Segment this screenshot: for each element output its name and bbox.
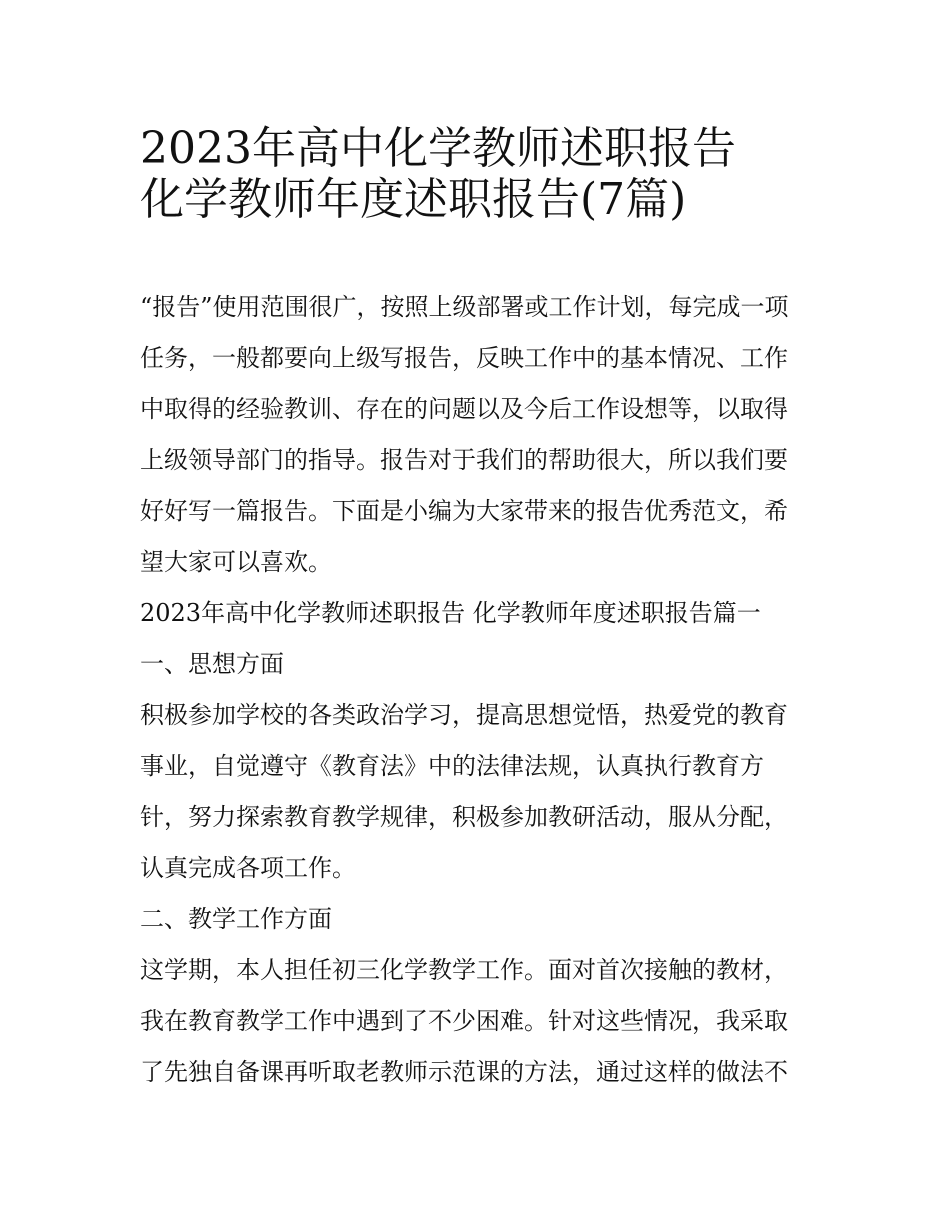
paragraph-line: 了先独自备课再听取老教师示范课的方法，通过这样的做法不 bbox=[140, 1058, 788, 1086]
intro-line: “报告”使用范围很广，按照上级部署或工作计划，每完成一项 bbox=[140, 293, 789, 321]
title-line-2: 化学教师年度述职报告(7篇) bbox=[140, 174, 687, 225]
intro-paragraph bbox=[140, 282, 820, 588]
intro-line: 任务，一般都要向上级写报告，反映工作中的基本情况、工作 bbox=[140, 344, 788, 372]
paragraph-line: 事业，自觉遵守《教育法》中的法律法规，认真执行教育方 bbox=[140, 752, 764, 780]
section-teaching-paragraph bbox=[140, 945, 820, 1098]
section-heading-teaching: 二、教学工作方面 bbox=[140, 905, 332, 933]
paragraph-line: 积极参加学校的各类政治学习，提高思想觉悟，热爱党的教育 bbox=[140, 701, 788, 729]
title-line-1: 2023年高中化学教师述职报告 bbox=[140, 123, 736, 174]
section-heading-thoughts: 一、思想方面 bbox=[140, 650, 284, 678]
paragraph-line: 我在教育教学工作中遇到了不少困难。针对这些情况，我采取 bbox=[140, 1007, 788, 1035]
intro-line: 好好写一篇报告。下面是小编为大家带来的报告优秀范文，希 bbox=[140, 497, 788, 525]
article-heading: 2023年高中化学教师述职报告 化学教师年度述职报告篇一 bbox=[140, 599, 761, 627]
paragraph-line: 认真完成各项工作。 bbox=[140, 854, 356, 882]
document-body bbox=[140, 282, 820, 1098]
paragraph-line: 针，努力探索教育教学规律，积极参加教研活动，服从分配， bbox=[140, 803, 788, 831]
intro-line: 上级领导部门的指导。报告对于我们的帮助很大，所以我们要 bbox=[140, 446, 788, 474]
section-thoughts-paragraph bbox=[140, 690, 820, 894]
paragraph-line: 这学期，本人担任初三化学教学工作。面对首次接触的教材， bbox=[140, 956, 788, 984]
intro-line: 中取得的经验教训、存在的问题以及今后工作设想等，以取得 bbox=[140, 395, 788, 423]
intro-line: 望大家可以喜欢。 bbox=[140, 548, 332, 576]
document-title bbox=[140, 112, 820, 225]
